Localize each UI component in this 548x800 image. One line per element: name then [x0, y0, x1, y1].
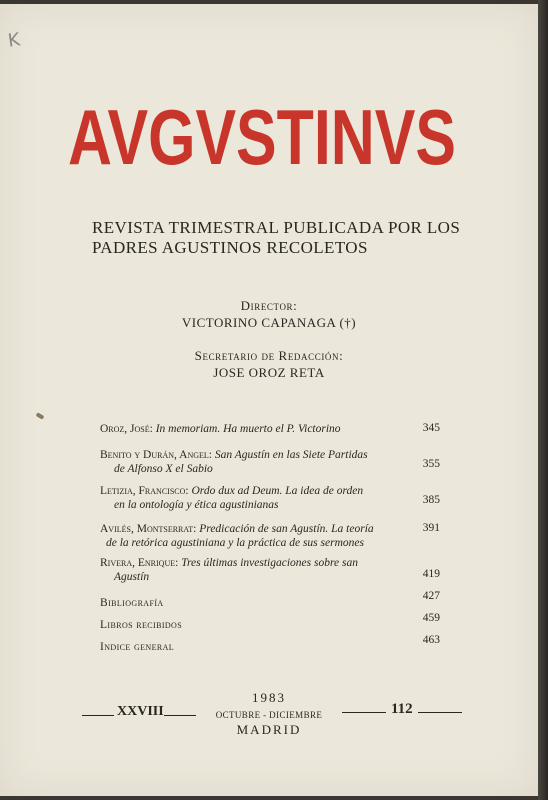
toc-section — [100, 590, 440, 610]
toc-section — [100, 634, 440, 654]
toc-author: Oroz, José: — [100, 423, 153, 435]
secretary-block — [0, 348, 538, 381]
toc-page-number: 419 — [422, 568, 440, 580]
toc-entry — [100, 422, 440, 436]
toc-work: Tres últimas investigaciones sobre san — [181, 557, 358, 569]
toc-page-number: 463 — [422, 634, 440, 646]
secretary-name: JOSE OROZ RETA — [213, 365, 325, 380]
toc-page-number: 355 — [422, 458, 440, 470]
issue-city: MADRID — [236, 722, 302, 737]
toc-author: Avilés, Montserrat: — [100, 523, 197, 535]
issue-footer — [0, 690, 538, 750]
toc-section-title: Bibliografía — [100, 597, 164, 609]
number-rule-right — [418, 712, 462, 713]
toc-author: Letizia, Francisco: — [100, 485, 189, 497]
director-name: VICTORINO CAPANAGA (†) — [181, 315, 357, 330]
toc-page-number: 391 — [422, 522, 440, 534]
toc-work-continued: en la ontología y ética agustinianas — [114, 499, 279, 511]
toc-work: Ordo dux ad Deum. La idea de orden — [191, 485, 364, 497]
director-block — [0, 298, 538, 331]
toc-section — [100, 612, 440, 632]
director-role: Director: — [240, 298, 298, 313]
issue-year: 1983 — [252, 690, 286, 705]
toc-page-number: 345 — [422, 422, 440, 434]
journal-title — [0, 90, 538, 180]
toc-work: San Agustín en las Siete Partidas — [214, 449, 368, 461]
issue-months: OCTUBRE - DICIEMBRE — [215, 710, 323, 720]
toc-author: Rivera, Enrique: — [100, 557, 179, 569]
toc-work: In memoriam. Ha muerto el P. Victorino — [155, 423, 341, 435]
toc-page-number: 459 — [422, 612, 440, 624]
toc-entry — [100, 522, 440, 550]
toc-page-number: 427 — [422, 590, 440, 602]
secretary-role: Secretario de Redacción: — [194, 348, 344, 363]
toc-work-continued: Agustín — [114, 571, 150, 583]
toc-entry — [100, 448, 440, 476]
subtitle-line-2: PADRES AGUSTINOS RECOLETOS — [92, 238, 368, 257]
issue-number: 112 — [391, 701, 413, 717]
journal-subtitle — [92, 218, 492, 258]
toc-page-number: 385 — [422, 494, 440, 506]
toc-section-title: Libros recibidos — [100, 619, 183, 631]
toc-section-title: Indice general — [100, 641, 175, 653]
background-edge — [538, 0, 548, 800]
toc-work: Predicación de san Agustín. La teoría — [199, 523, 374, 535]
pencil-annotation: K — [6, 29, 22, 52]
toc-entry — [100, 556, 440, 584]
toc-work-continued: de Alfonso X el Sabio — [114, 463, 213, 475]
number-rule-left — [342, 712, 386, 713]
subtitle-line-1: REVISTA TRIMESTRAL PUBLICADA POR LOS — [92, 218, 461, 237]
toc-work-continued: de la retórica agustiniana y la práctica de sus sermones — [106, 537, 364, 549]
journal-title-text: AVGVSTINVS — [68, 93, 456, 180]
toc-entry — [100, 484, 440, 512]
toc-author: Benito y Durán, Angel: — [100, 449, 212, 461]
volume-number: XXVIII — [117, 704, 164, 719]
